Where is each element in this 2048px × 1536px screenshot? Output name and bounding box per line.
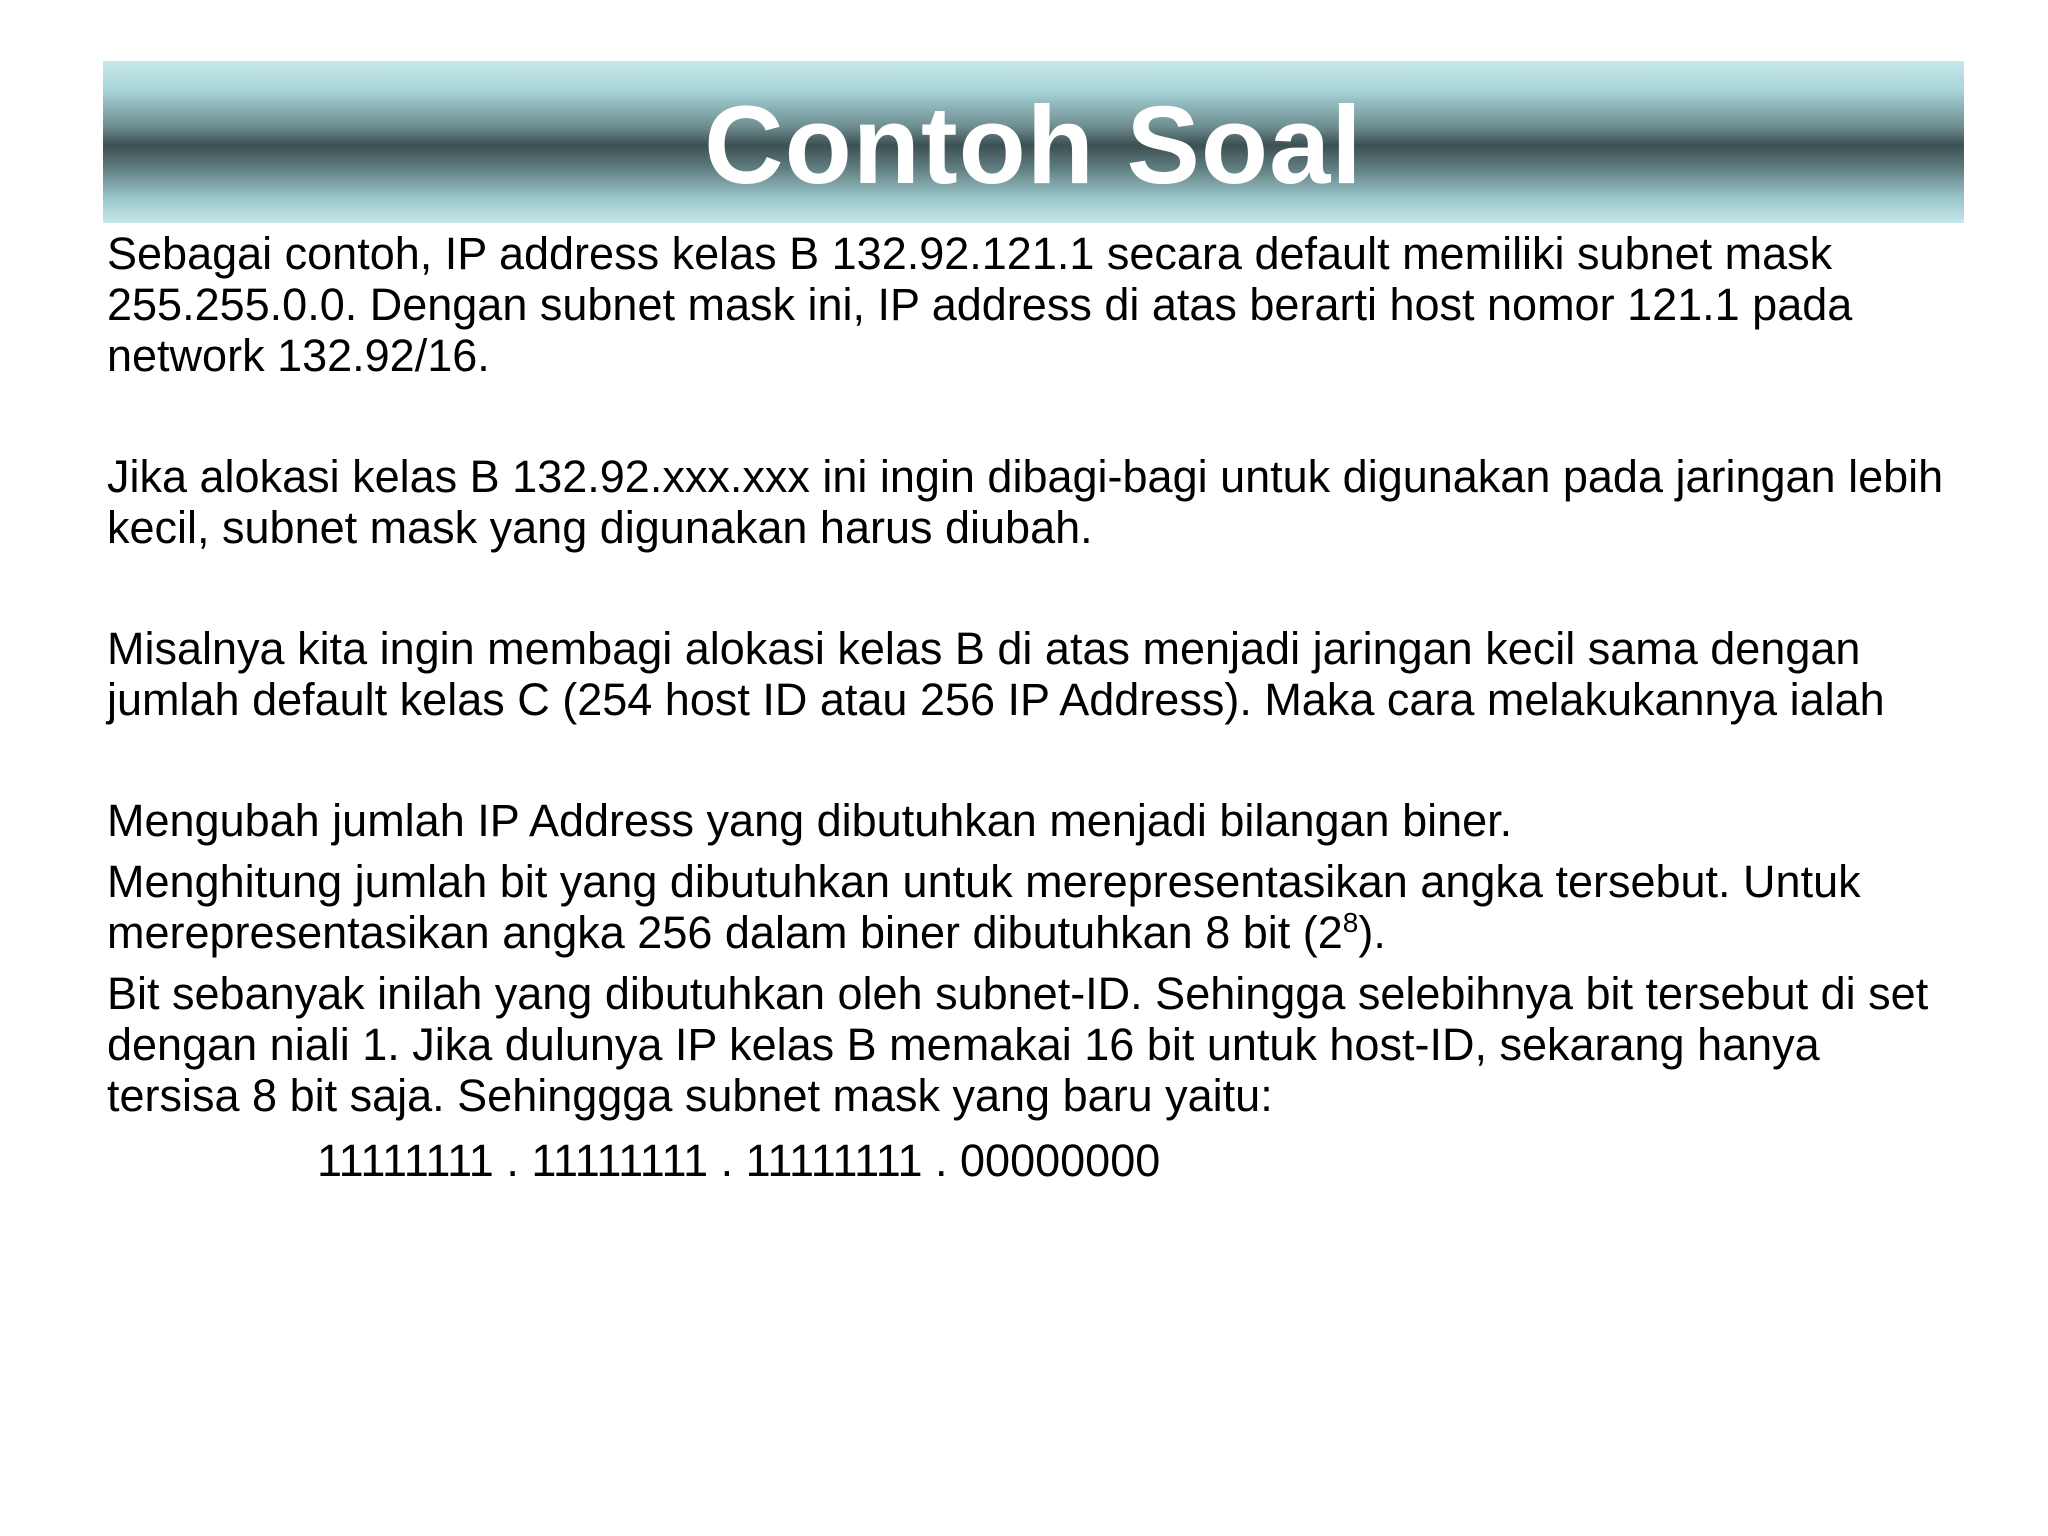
paragraph-step-convert: Mengubah jumlah IP Address yang dibutuhkan menjadi bilangan biner. (107, 795, 1513, 846)
paragraph-example: Misalnya kita ingin membagi alokasi kelas B di atas menjadi jaringan kecil sama dengan jumlah default kelas C (254 host ID atau 256 IP Address). Maka cara melakukannya ialah (107, 623, 1885, 725)
binary-subnet-mask: 11111111 . 11111111 . 11111111 . 00000000 (317, 1135, 1161, 1186)
paragraph-intro: Sebagai contoh, IP address kelas B 132.92.121.1 secara default memiliki subnet mask 255.255.0.0. Dengan subnet mask ini, IP address di atas berarti host nomor 121.1 pada network 132.92/16. (107, 228, 1853, 381)
paragraph-step-count-bits-text: Menghitung jumlah bit yang dibutuhkan untuk merepresentasikan angka tersebut. Untuk merepresentasikan angka 256 dalam biner dibutuhkan 8 bit (2 (107, 856, 1861, 958)
slide-title-bar (103, 61, 1964, 223)
paragraph-step-subnet-id: Bit sebanyak inilah yang dibutuhkan oleh subnet-ID. Sehingga selebihnya bit tersebut di set dengan niali 1. Jika dulunya IP kelas B memakai 16 bit untuk host-ID, sekarang hanya tersisa 8 bit saja. Sehinggga subnet mask yang baru yaitu: (107, 968, 1929, 1121)
slide-title: Contoh Soal (704, 84, 1363, 207)
exponent: 8 (1342, 907, 1359, 938)
paragraph-step-count-bits-end: ). (1358, 907, 1386, 958)
slide-content (107, 228, 1947, 1186)
paragraph-allocation: Jika alokasi kelas B 132.92.xxx.xxx ini ingin dibagi-bagi untuk digunakan pada jaringan lebih kecil, subnet mask yang digunakan harus diubah. (107, 451, 1944, 553)
paragraph-step-count-bits (107, 856, 1947, 958)
